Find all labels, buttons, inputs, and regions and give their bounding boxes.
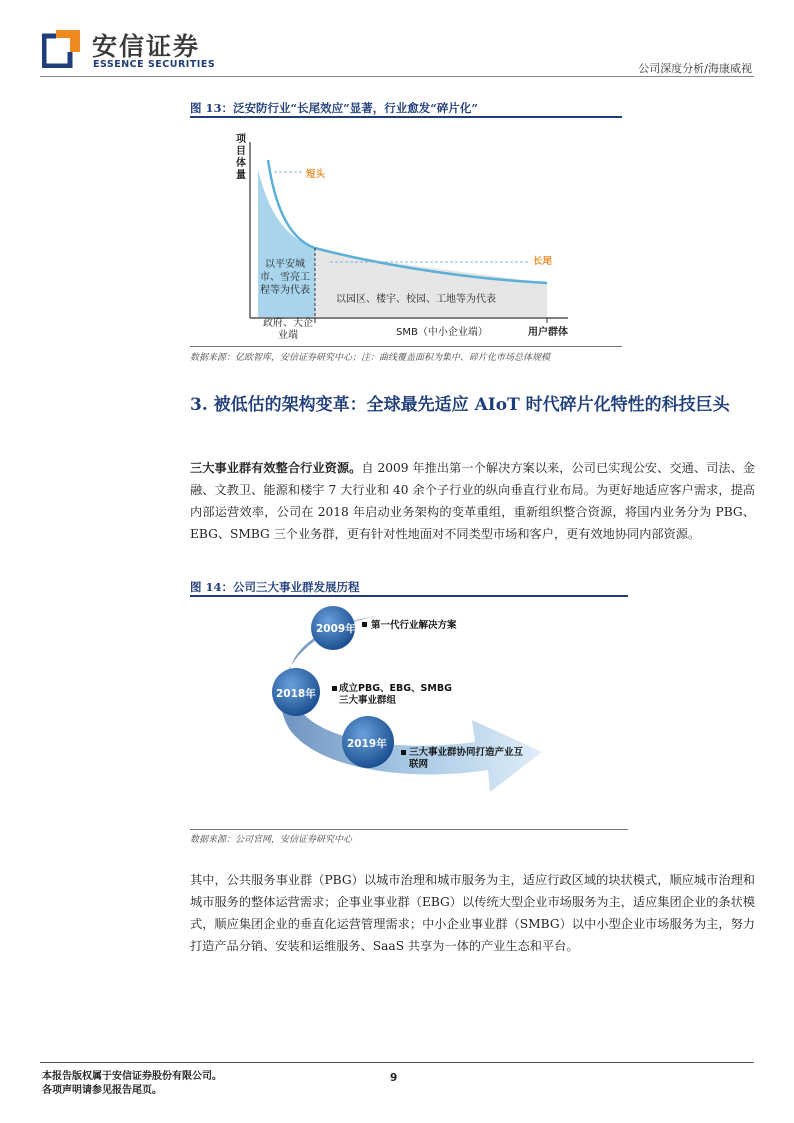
right-region-text: 以园区、楼宇、校园、工地等为代表 [336, 294, 496, 305]
milestone-2018-year: 2018年 [276, 688, 316, 700]
milestone-2019-year: 2019年 [347, 738, 387, 750]
footer-notice [42, 1070, 222, 1098]
milestone-2018-bullet [332, 686, 337, 691]
logo-mark-icon [42, 28, 82, 68]
milestone-2009-bullet [362, 622, 367, 627]
figure13-source: 数据来源：亿欧智库，安信证券研究中心；注：曲线覆盖面积为集中、碎片化市场总体规模 [190, 353, 551, 363]
figure14-source: 数据来源：公司官网，安信证券研究中心 [190, 835, 353, 845]
footer-disclaimer: 各项声明请参见报告尾页。 [42, 1085, 162, 1096]
milestone-2009-year: 2009年 [316, 623, 356, 635]
brand-name-cn: 安信证券 [92, 32, 201, 61]
milestone-2009-text: 第一代行业解决方案 [371, 620, 457, 631]
long-tail-chart [190, 120, 622, 348]
figure13-title-rule [190, 116, 622, 118]
section-heading: 3. 被低估的架构变革：全球最先适应 AIoT 时代碎片化特性的科技巨头 [190, 395, 730, 415]
figure14-title: 图 14：公司三大事业群发展历程 [190, 580, 360, 594]
x-mid-label: SMB（中小企业端） [396, 327, 488, 338]
milestone-2018-text: 成立PBG、EBG、SMBG三大事业群组 [339, 683, 452, 706]
long-tail-area [315, 248, 547, 317]
left-region-text: 以平安城市、雪亮工程等为代表 [260, 259, 310, 296]
x-axis-label: 用户群体 [528, 327, 568, 338]
brand-name-en: ESSENCE SECURITIES [93, 59, 216, 70]
paragraph-business-groups [190, 457, 755, 545]
short-head-label: 短头 [306, 169, 326, 180]
paragraph-business-groups-detail: 其中，公共服务事业群（PBG）以城市治理和城市服务为主，适应行政区域的块状模式，顺应城市治理和城市服务的整体运营需求；企事业事业群（EBG）以传统大型企业市场服务为主，适应集团企业的条状模式，顺应集团企业的垂直化运营管理需求；中小企业事业群（SMBG）以中小型企业市场服务为主，努力打造产品分销、安装和运维服务、SaaS 共享为一体的产业生态和平台。 [190, 873, 755, 953]
report-type: 公司深度分析/海康威视 [638, 62, 752, 75]
page-number: 9 [390, 1072, 398, 1084]
paragraph-body: 自 2009 年推出第一个解决方案以来，公司已实现公安、交通、司法、金融、文教卫、能源和楼宇 7 大行业和 40 余个子行业的纵向垂直行业布局。为更好地适应客户需求，提高内部运营效率，公司在 2018 年启动业务架构的变革重组，重新组织整合资源，将国内业务分为 PBG、EBG、SMBG 三个业务群，更有针对性地面对不同类型市场和客户，更有效地协同内部资源。 [190, 461, 756, 541]
figure14-title-rule [190, 595, 628, 597]
long-tail-label: 长尾 [533, 256, 553, 267]
figure13-bottom-rule [190, 346, 622, 347]
x-left-label: 政府、大企业端 [263, 318, 313, 341]
header-divider [40, 76, 754, 77]
paragraph-lead: 三大事业群有效整合行业资源。 [190, 461, 362, 475]
y-axis-label: 项目体量 [236, 134, 246, 181]
footer-divider [40, 1062, 754, 1063]
milestone-2019-bullet [401, 750, 406, 755]
milestone-2019-text: 三大事业群协同打造产业互联网 [409, 747, 524, 770]
footer-copyright: 本报告版权属于安信证券股份有限公司。 [42, 1071, 222, 1082]
figure14-bottom-rule [190, 829, 628, 830]
figure13-title: 图 13：泛安防行业“长尾效应”显著，行业愈发“碎片化” [190, 101, 478, 115]
